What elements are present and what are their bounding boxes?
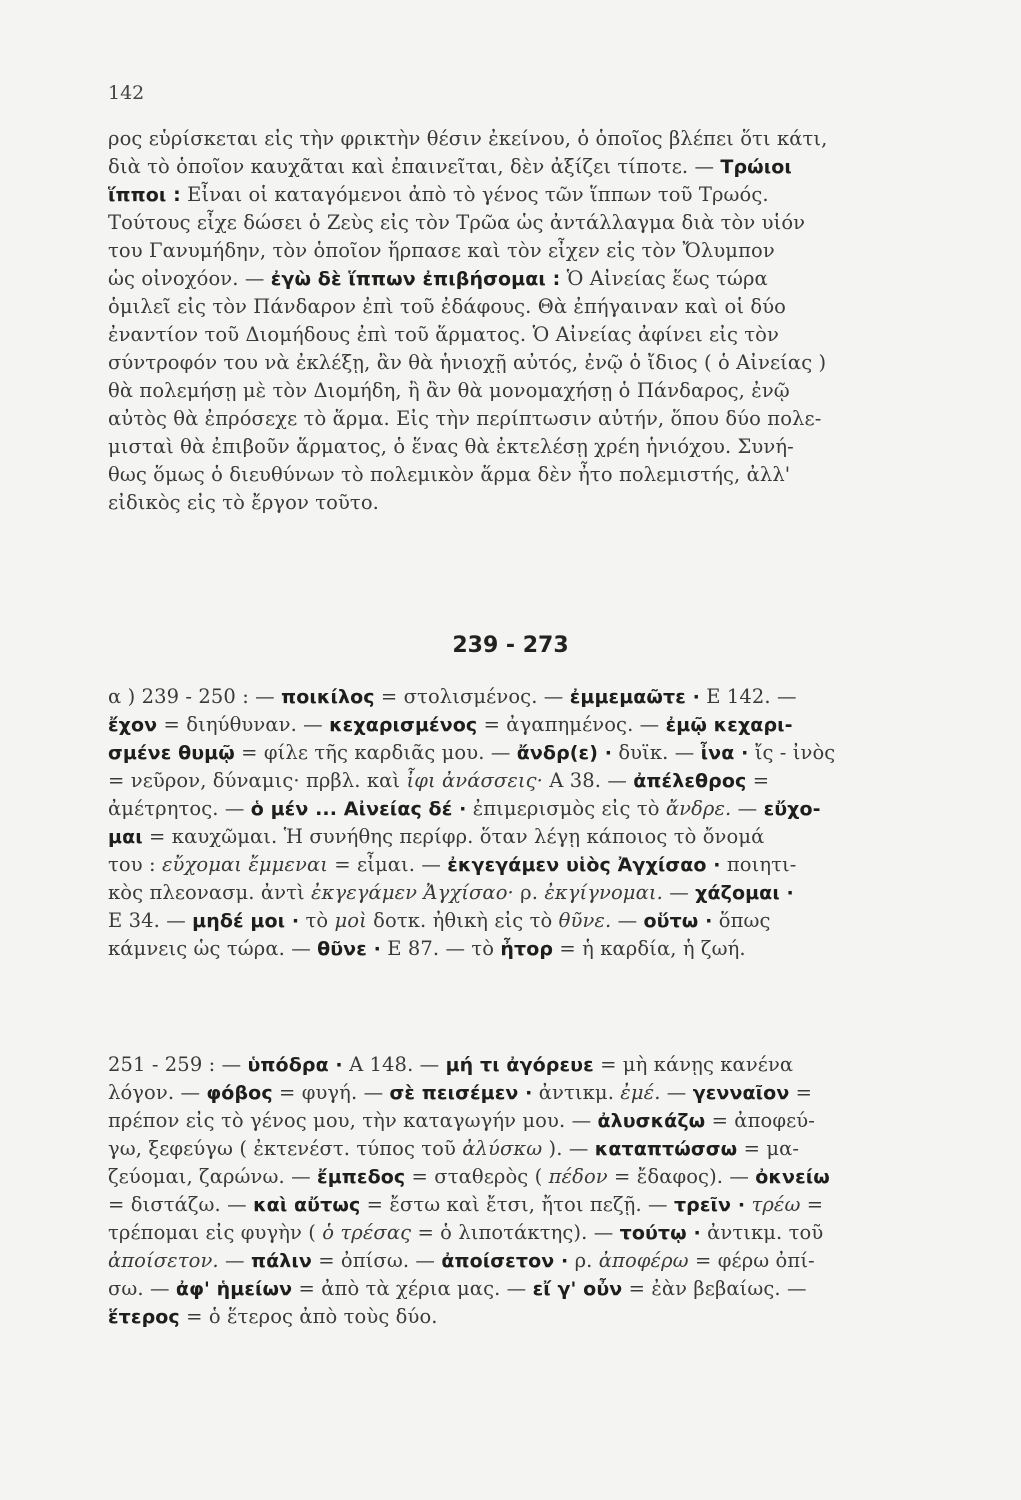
lemma: καὶ αὔτως (253, 1194, 361, 1216)
text-run: ). — (542, 1137, 595, 1160)
text-line (108, 683, 933, 711)
intro-paragraph (108, 125, 933, 517)
text-run: Ὁ Αἰνείας ἕως τώρα (560, 267, 768, 290)
text-run: = ὀπίσω. — (311, 1249, 442, 1272)
text-run: = ἀπὸ τὰ χέρια μας. — (292, 1277, 533, 1300)
lemma: ἦτορ (500, 938, 554, 960)
lemma: εὔχο- (763, 798, 821, 820)
text-run: — (660, 1081, 693, 1104)
lemma: ἵπποι : (108, 184, 181, 206)
text-line (108, 181, 933, 209)
text-run: ἐπιμερισμὸς εἰς τὸ (466, 797, 666, 820)
lemma: ἶνα · (700, 742, 749, 764)
text-line (108, 125, 933, 153)
lemma: εἴ γ' οὖν (532, 1278, 623, 1300)
text-line (108, 1303, 933, 1331)
commentary-section-a (108, 683, 933, 963)
text-run: = μα- (737, 1137, 800, 1160)
text-run: ἴς - ἰνὸς (748, 741, 836, 764)
quoted-form: ἀλύσκω (462, 1137, 543, 1160)
text-run: = φυγή. — (272, 1081, 390, 1104)
lemma: μή τι ἀγόρευε (445, 1054, 594, 1076)
text-run: γω, ξεφεύγω ( ἐκτενέστ. τύπος τοῦ (108, 1137, 463, 1160)
text-run: Ε 87. — τὸ (380, 937, 501, 960)
text-line (108, 377, 933, 405)
lemma: ἐμμεμαῶτε · (569, 686, 700, 708)
lemma: σὲ πεισέμεν · (389, 1082, 533, 1104)
lemma: Τρώιοι (720, 156, 792, 178)
quoted-form: τρέω (751, 1193, 801, 1216)
text-run: ρος εὑρίσκεται εἰς τὴν φρικτὴν θέσιν ἐκείνου, ὁ ὁποῖος βλέπει ὅτι κάτι, (108, 127, 828, 150)
quoted-form: ἄνδρε. (665, 797, 732, 820)
lemma: ἐκγεγάμεν υἱὸς Ἀγχίσαο · (447, 854, 721, 876)
lemma: χάζομαι · (695, 882, 794, 904)
text-line (108, 153, 933, 181)
text-line (108, 1163, 933, 1191)
text-line (108, 489, 933, 517)
quoted-form: ἐκγεγάμεν Ἀγχίσαο· (311, 881, 514, 904)
text-line (108, 795, 933, 823)
text-run: διὰ τὸ ὁποῖον καυχᾶται καὶ ἐπαινεῖται, δὲν ἀξίζει τίποτε. — (108, 155, 721, 178)
section-heading: 239 - 273 (452, 633, 569, 658)
text-run: — (611, 909, 644, 932)
lemma: ἔχον (108, 714, 158, 736)
text-run: Α 148. — (342, 1053, 446, 1076)
lemma: μαι (108, 826, 143, 848)
text-run: δυϊκ. — (612, 741, 701, 764)
text-run: εἰδικὸς εἰς τὸ ἔργον τοῦτο. (108, 491, 379, 514)
text-line (108, 1191, 933, 1219)
lemma: ἕτερος (108, 1306, 180, 1328)
text-line (108, 767, 933, 795)
text-line (108, 1051, 933, 1079)
lemma: σμένε θυμῷ (108, 742, 235, 764)
text-run: = φέρω ὀπί- (688, 1249, 815, 1272)
quoted-form: ἀποίσετον. (108, 1249, 219, 1272)
text-run: κὸς πλεονασμ. ἀντὶ (108, 881, 312, 904)
text-run: του Γανυμήδην, τὸν ὁποῖον ἥρπασε καὶ τὸν εἶχεν εἰς τὸν Ὄλυμπον (108, 239, 775, 262)
text-line (108, 823, 933, 851)
lemma: ποικίλος (281, 686, 375, 708)
text-run: = διηύθυναν. — (157, 713, 330, 736)
text-run: κάμνεις ὡς τώρα. — (108, 937, 318, 960)
text-line (108, 935, 933, 963)
lemma: ἔμπεδος (317, 1166, 406, 1188)
text-line (108, 265, 933, 293)
text-run: ἀντικμ. (532, 1081, 621, 1104)
text-line (108, 1247, 933, 1275)
text-run: = νεῦρον, δύναμις· πρβλ. καὶ (108, 769, 407, 792)
text-run: θὰ πολεμήσῃ μὲ τὸν Διομήδη, ἢ ἂν θὰ μονομαχήσῃ ὁ Πάνδαρος, ἐνῷ (108, 379, 790, 402)
text-line (108, 851, 933, 879)
text-run: = (800, 1193, 824, 1216)
lemma: ἐμῷ κεχαρι- (665, 714, 793, 736)
lemma: θῦνε · (317, 938, 381, 960)
text-run: Α 38. — (542, 769, 634, 792)
text-run: = ἀγαπημένος. — (477, 713, 666, 736)
text-run: Τούτους εἶχε δώσει ὁ Ζεὺς εἰς τὸν Τρῶα ὡς ἀντάλλαγμα διὰ τὸν υἱόν (108, 211, 806, 234)
text-line (108, 1107, 933, 1135)
text-run: Ε 142. — (699, 685, 797, 708)
text-line (108, 209, 933, 237)
quoted-form: εὔχομαι ἔμμεναι (161, 853, 328, 876)
text-line (108, 461, 933, 489)
text-run: = ὁ ἕτερος ἀπὸ τοὺς δύο. (179, 1305, 438, 1328)
text-run: = καυχῶμαι. Ἡ συνήθης περίφρ. ὅταν λέγῃ κάποιος τὸ ὄνομά (142, 825, 765, 848)
text-line (108, 711, 933, 739)
text-run: = ἐὰν βεβαίως. — (622, 1277, 807, 1300)
commentary-section-b (108, 1051, 933, 1331)
text-run: — (218, 1249, 251, 1272)
text-line (108, 739, 933, 767)
lemma: φόβος (206, 1082, 273, 1104)
text-run: σύντροφόν του νὰ ἐκλέξῃ, ἂν θὰ ἡνιοχῇ αὐτός, ἐνῷ ὁ ἴδιος ( ὁ Αἰνείας ) (108, 351, 827, 374)
text-line (108, 1219, 933, 1247)
text-run: = φίλε τῆς καρδιᾶς μου. — (234, 741, 517, 764)
text-run: = εἶμαι. — (327, 853, 448, 876)
text-run: ἀμέτρητος. — (108, 797, 251, 820)
text-run: = ἀποφεύ- (705, 1109, 815, 1132)
text-run: θως ὅμως ὁ διευθύνων τὸ πολεμικὸν ἅρμα δὲν ἦτο πολεμιστής, ἀλλ' (108, 463, 791, 486)
text-run: 251 - 259 : — (108, 1053, 248, 1076)
text-line (108, 907, 933, 935)
text-run: του : (108, 853, 162, 876)
text-line (108, 405, 933, 433)
quoted-form: ὁ τρέσας (322, 1221, 412, 1244)
text-run: = ἔστω καὶ ἔτσι, ἤτοι πεζῇ. — (360, 1193, 674, 1216)
text-run: ρ. (513, 881, 545, 904)
quoted-form: μοὶ (334, 909, 367, 932)
text-run: Ε 34. — (108, 909, 193, 932)
text-run: αὐτὸς θὰ ἐπρόσεχε τὸ ἅρμα. Εἰς τὴν περίπτωσιν αὐτήν, ὅπου δύο πολε- (108, 407, 822, 430)
text-run: ζεύομαι, ζαρώνω. — (108, 1165, 318, 1188)
lemma: γενναῖον (692, 1082, 790, 1104)
lemma: τούτῳ · (619, 1222, 701, 1244)
lemma: ἀπέλεθρος (633, 770, 747, 792)
lemma: πάλιν (250, 1250, 312, 1272)
lemma: ἀποίσετον · (441, 1250, 569, 1272)
text-line (108, 293, 933, 321)
text-run: ἐναντίον τοῦ Διομήδους ἐπὶ τοῦ ἅρματος. Ὁ Αἰνείας ἀφίνει εἰς τὸν (108, 323, 779, 346)
text-run: τρέπομαι εἰς φυγὴν ( (108, 1221, 323, 1244)
text-run: λόγον. — (108, 1081, 207, 1104)
text-run: = στολισμένος. — (374, 685, 570, 708)
text-run: = ἡ καρδία, ἡ ζωή. (553, 937, 746, 960)
text-line (108, 237, 933, 265)
lemma: ἀφ' ἡμείων (175, 1278, 293, 1300)
lemma: ἀλυσκάζω (597, 1110, 706, 1132)
text-run: Εἶναι οἱ καταγόμενοι ἀπὸ τὸ γένος τῶν ἵππων τοῦ Τρωός. (180, 183, 769, 206)
lemma: ἄνδρ(ε) · (516, 742, 613, 764)
text-line (108, 879, 933, 907)
text-run: = μὴ κάνῃς κανένα (593, 1053, 794, 1076)
text-run: ὅπως (712, 909, 771, 932)
text-run: σω. — (108, 1277, 176, 1300)
lemma: ὀκνείω (755, 1166, 830, 1188)
text-line (108, 1275, 933, 1303)
lemma: ὁ μέν ... Αἰνείας δέ · (250, 798, 467, 820)
text-line (108, 321, 933, 349)
lemma: οὕτω · (643, 910, 713, 932)
quoted-form: ἶφι ἀνάσσεις· (406, 769, 543, 792)
quoted-form: ἐκγίγνομαι. (544, 881, 663, 904)
lemma: ὑπόδρα · (247, 1054, 343, 1076)
text-line (108, 1135, 933, 1163)
text-run: πρέπον εἰς τὸ γένος μου, τὴν καταγωγήν μου. — (108, 1109, 598, 1132)
page-number: 142 (108, 82, 145, 104)
text-run: = (789, 1081, 813, 1104)
text-run: = ἔδαφος). — (607, 1165, 756, 1188)
lemma: κεχαρισμένος (329, 714, 478, 736)
text-run: δοτκ. ἠθικὴ εἰς τὸ (366, 909, 559, 932)
text-run: = διστάζω. — (108, 1193, 254, 1216)
text-run: ὡς οἰνοχόον. — (108, 267, 271, 290)
text-run: — (731, 797, 764, 820)
text-line (108, 433, 933, 461)
text-run: — (662, 881, 696, 904)
text-line (108, 1079, 933, 1107)
quoted-form: ἐμέ. (620, 1081, 661, 1104)
quoted-form: πέδον (548, 1165, 608, 1188)
text-run: = (746, 769, 770, 792)
lemma: καταπτώσσω (594, 1138, 738, 1160)
text-run: ἀντικμ. τοῦ (700, 1221, 824, 1244)
lemma: μηδέ μοι · (192, 910, 300, 932)
lemma: τρεῖν · (673, 1194, 746, 1216)
text-run: ὁμιλεῖ εἰς τὸν Πάνδαρον ἐπὶ τοῦ ἐδάφους. Θὰ ἐπήγαιναν καὶ οἱ δύο (108, 295, 787, 318)
text-run: μισταὶ θὰ ἐπιβοῦν ἅρματος, ὁ ἕνας θὰ ἐκτελέσῃ χρέη ἡνιόχου. Συνή- (108, 435, 794, 458)
text-run: τὸ (299, 909, 335, 932)
text-run: ποιητι- (720, 853, 797, 876)
text-run: = σταθερὸς ( (405, 1165, 549, 1188)
lemma: ἐγὼ δὲ ἵππων ἐπιβήσομαι : (270, 268, 561, 290)
text-run: α ) 239 - 250 : — (108, 685, 282, 708)
text-run: = ὁ λιποτάκτης). — (411, 1221, 620, 1244)
text-line (108, 349, 933, 377)
text-run: ρ. (568, 1249, 599, 1272)
quoted-form: ἀποφέρω (598, 1249, 689, 1272)
quoted-form: θῦνε. (558, 909, 612, 932)
